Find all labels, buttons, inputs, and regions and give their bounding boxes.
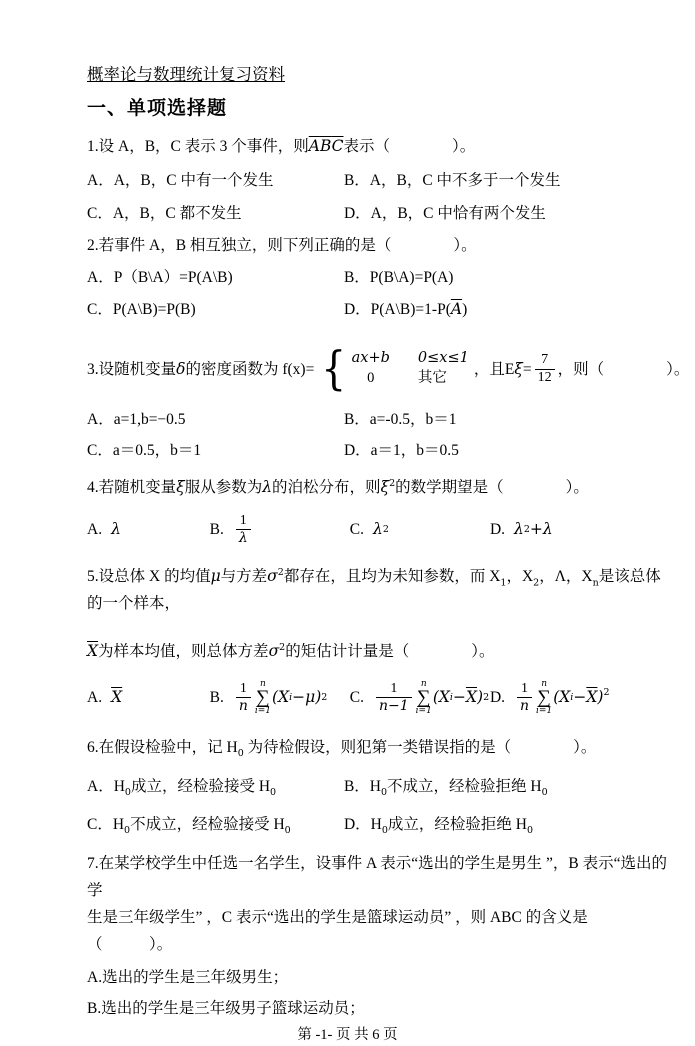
- fraction-denominator: n: [517, 697, 532, 714]
- q3-text-mid1: 的密度函数为 f(x)=: [185, 360, 315, 378]
- fraction-1-n: [236, 681, 251, 714]
- q3-text-mid2: ，且E: [473, 360, 515, 378]
- x-bar-symbol: $\overline{X}$: [465, 688, 477, 707]
- sum-body-mid: −μ): [292, 688, 322, 707]
- q2-option-c: C．P(A\B)=P(B): [87, 301, 196, 318]
- q6-options-row-2: [87, 814, 671, 841]
- squared-exponent: 2: [603, 687, 610, 699]
- fraction-numerator: 1: [239, 680, 247, 696]
- subscript-i: i: [570, 692, 574, 704]
- squared-exponent: 2: [277, 567, 284, 579]
- subscript-n: n: [592, 577, 599, 589]
- fraction-numerator: 1: [239, 512, 247, 528]
- fraction-1-n: [517, 681, 532, 714]
- lambda-symbol: λ: [373, 519, 383, 538]
- x-bar-symbol: $\overline{X}$: [586, 688, 598, 707]
- subscript-0: 0: [124, 786, 131, 798]
- squared-exponent: 2: [523, 523, 530, 535]
- x-bar-symbol: $\overline{X}$: [111, 688, 123, 707]
- squared-exponent: 2: [389, 478, 396, 489]
- subscript-0: 0: [284, 824, 291, 836]
- fraction-denominator: n: [236, 697, 251, 714]
- q3-text-pre: 3.设随机变量: [87, 360, 177, 378]
- subscript-0: 0: [237, 747, 244, 759]
- q6-text-post: 为待检假设，则犯第一类错误指的是（ ）。: [243, 738, 597, 756]
- subscript-0: 0: [541, 786, 548, 798]
- option-label: A.: [87, 689, 103, 707]
- q7-option-b: B.选出的学生是三年级男子篮球运动员；: [87, 999, 365, 1017]
- subscript-0: 0: [270, 786, 277, 798]
- q5-text-8: 的矩估计计量是（ ）。: [285, 643, 495, 661]
- case1-expression: ax+b: [351, 350, 390, 367]
- option-text: 成立，经检验拒绝 H: [387, 815, 527, 833]
- sum-body-close: ): [477, 688, 484, 707]
- subscript-0: 0: [381, 786, 388, 798]
- fraction-denominator: λ: [236, 529, 251, 546]
- option-text: 不成立，经检验接受 H: [130, 815, 285, 833]
- q6-option-d: [344, 814, 671, 841]
- fraction-denominator: 12: [535, 369, 555, 386]
- b-bar-symbol: $\overline{B}$: [319, 137, 332, 155]
- xi-symbol: ξ: [380, 478, 390, 497]
- c-bar-symbol: $\overline{C}$: [331, 137, 344, 155]
- squared-exponent: 2: [321, 692, 328, 704]
- option-label: C.: [349, 689, 364, 707]
- q5-stem-line-2: [87, 637, 671, 662]
- sum-lower-limit: i=1: [254, 705, 272, 716]
- q3-option-a: A．a=1,b=−0.5: [87, 411, 186, 428]
- fraction-numerator: 1: [390, 680, 398, 696]
- q6-options-row-1: [87, 776, 671, 803]
- sum-upper-limit: n: [541, 678, 548, 689]
- squared-exponent: 2: [382, 523, 389, 535]
- q3-text-post: ，则（ ）。: [557, 360, 690, 378]
- lambda-symbol: λ: [111, 519, 121, 538]
- subscript-2: 2: [533, 577, 540, 589]
- q5-text-2: 与方差: [220, 568, 268, 586]
- option-text: B．H: [343, 777, 381, 795]
- q5-option-b: [210, 680, 350, 716]
- fraction-numerator: 1: [521, 680, 529, 696]
- subscript-1: 1: [500, 577, 507, 589]
- sum-upper-limit: n: [260, 678, 266, 689]
- sum-upper-limit: n: [420, 678, 427, 689]
- option-label: D.: [489, 689, 506, 707]
- q2-stem: 2.若事件 A，B 相互独立，则下列正确的是（ ）。: [87, 237, 477, 254]
- q5-text-4: ，X: [506, 568, 534, 586]
- q6-option-a: [87, 776, 344, 803]
- q6-option-c: [87, 814, 344, 841]
- q2-option-d-text: D．P(A\B)=1-P(: [343, 301, 451, 318]
- sum-body-open: (X: [432, 688, 450, 707]
- q4-stem: [87, 473, 671, 498]
- sigma-symbol: σ: [268, 642, 280, 661]
- q3-options-row-1: [87, 409, 671, 430]
- q4-option-d: [490, 519, 671, 540]
- subscript-0: 0: [526, 824, 534, 836]
- q4-option-a: [87, 519, 210, 540]
- subscript-i: i: [289, 692, 293, 704]
- q4-option-c: [350, 519, 490, 540]
- minus-sign: −: [452, 688, 466, 707]
- q4-text-post: 的数学期望是（ ）。: [395, 479, 589, 497]
- option-label: C.: [349, 520, 364, 538]
- fraction-1-n-1: [376, 681, 412, 714]
- q4-text-mid2: 的泊松分布，则: [272, 479, 381, 497]
- sigma-glyph: ∑: [537, 686, 551, 708]
- minus-sign: −: [573, 688, 587, 707]
- sigma-glyph: ∑: [256, 686, 270, 708]
- piecewise-function: [319, 341, 469, 396]
- summation-symbol: [416, 680, 432, 716]
- squared-exponent: 2: [279, 642, 286, 654]
- fraction-7-12: [535, 352, 555, 385]
- squared-exponent: 2: [483, 692, 490, 704]
- q5-option-d: [490, 680, 671, 716]
- q6-stem: [87, 737, 671, 764]
- sum-lower-limit: i=1: [536, 705, 553, 716]
- left-brace: {: [321, 341, 347, 396]
- option-text: 成立，经检验接受 H: [130, 777, 271, 795]
- q5-text-1: 5.设总体 X 的均值: [87, 568, 211, 586]
- option-label: B.: [209, 520, 224, 538]
- q1-text-pre: 1.设 A，B，C 表示 3 个事件，则: [87, 138, 309, 155]
- q2-option-b: B．P(B\A)=P(A): [343, 269, 454, 286]
- sum-body-open: (X: [553, 688, 571, 707]
- q5-option-a: [87, 687, 210, 708]
- q7-stem-line-1: 7.在某学校学生中任选一名学生，设事件 A 表示“选出的学生是男生 ”，B 表示“选出的学: [87, 854, 667, 899]
- xi-symbol: ξ: [176, 478, 185, 497]
- option-label: A.: [87, 520, 103, 538]
- sigma-symbol: σ: [267, 567, 278, 586]
- q1-options-row-2: [87, 203, 671, 224]
- fraction-denominator: n−1: [376, 697, 412, 714]
- sum-body-open: (X: [272, 688, 290, 707]
- page-footer: 第 -1- 页 共 6 页: [297, 1026, 398, 1043]
- q2-option-d: [344, 299, 671, 320]
- piecewise-grid: [352, 350, 469, 388]
- subscript-0: 0: [381, 824, 388, 836]
- summation-symbol: [255, 680, 271, 716]
- q1-text-post: 表示（ ）。: [343, 138, 476, 155]
- q5-option-c: [350, 680, 490, 716]
- q1-option-d: D．A，B，C 中恰有两个发生: [343, 205, 546, 222]
- q3-option-c: C．a＝0.5，b＝1: [87, 442, 202, 459]
- q3-stem: [87, 341, 690, 397]
- q5-text-7: 为样本均值，则总体方差: [98, 643, 269, 661]
- q7-option-a: A.选出的学生是三年级男生；: [87, 968, 289, 986]
- q4-options-row: [87, 508, 671, 550]
- q2-options-row-1: [87, 267, 671, 288]
- q4-option-b: [210, 513, 350, 546]
- sum-lower-limit: i=1: [415, 705, 432, 716]
- option-label: B.: [209, 689, 224, 707]
- q2-option-a: A．P（B\A）=P(A\B): [87, 269, 233, 286]
- delta-symbol: δ: [176, 359, 186, 378]
- q3-options-row-2: [87, 440, 671, 461]
- q1-stem: [87, 136, 671, 157]
- q3-option-d: D．a＝1，b＝0.5: [343, 442, 459, 459]
- q2-option-d-close: ): [462, 301, 468, 318]
- q5-options-row: [87, 675, 671, 721]
- xi-symbol: ξ: [514, 359, 523, 378]
- plus-lambda: +λ: [529, 519, 553, 538]
- option-text: D．H: [343, 815, 382, 833]
- q6-text-pre: 6.在假设检验中，记 H: [87, 738, 238, 756]
- option-label: D.: [489, 520, 506, 538]
- q1-options-row-1: [87, 170, 671, 191]
- x-bar-symbol: $\overline{X}$: [87, 642, 99, 661]
- fraction-1-lambda: [236, 513, 251, 546]
- q1-option-c: C．A，B，C 都不发生: [87, 205, 242, 222]
- case1-condition: 0≤x≤1: [417, 350, 469, 367]
- q5-text-6: 是该总体的一个样本，: [87, 568, 661, 613]
- option-text: A．H: [87, 777, 125, 795]
- lambda-symbol: λ: [262, 478, 273, 497]
- q5-stem-line-1: [87, 562, 671, 614]
- q5-text-5: ，Λ，X: [539, 568, 593, 586]
- section-heading: 一、单项选择题: [87, 98, 228, 119]
- option-text: C．H: [87, 815, 125, 833]
- doc-title: 概率论与数理统计复习资料: [87, 65, 285, 84]
- q3-option-b: B．a=-0.5，b＝1: [343, 411, 457, 428]
- sum-body-close: ): [597, 688, 604, 707]
- fraction-numerator: 7: [541, 352, 549, 368]
- subscript-0: 0: [124, 824, 131, 836]
- equals-sign: =: [522, 360, 532, 378]
- q1-option-a: A．A，B，C 中有一个发生: [87, 172, 274, 189]
- lambda-symbol: λ: [514, 519, 524, 538]
- case2-condition: 其它: [417, 370, 447, 387]
- a-bar-symbol: $\overline{A}$: [308, 137, 320, 155]
- summation-symbol: [536, 680, 552, 716]
- case2-expression: 0: [367, 370, 375, 387]
- q4-text-pre: 4.若随机变量: [87, 479, 177, 497]
- q5-text-3: 都存在，且均为未知参数，而 X: [283, 568, 501, 586]
- option-text: 不成立，经检验拒绝 H: [387, 777, 542, 795]
- sigma-glyph: ∑: [416, 686, 431, 708]
- q2-options-row-2: [87, 299, 671, 320]
- mu-symbol: μ: [210, 567, 221, 586]
- q6-option-b: [344, 776, 671, 803]
- a-bar-symbol: $\overline{A}$: [450, 300, 463, 318]
- q7-stem-line-2: 生是三年级学生” ，C 表示“选出的学生是篮球运动员” ，则 ABC 的含义是（ ）。: [87, 908, 588, 953]
- q4-text-mid1: 服从参数为: [184, 479, 263, 497]
- subscript-i: i: [449, 692, 453, 704]
- q1-option-b: B．A，B，C 中不多于一个发生: [343, 172, 561, 189]
